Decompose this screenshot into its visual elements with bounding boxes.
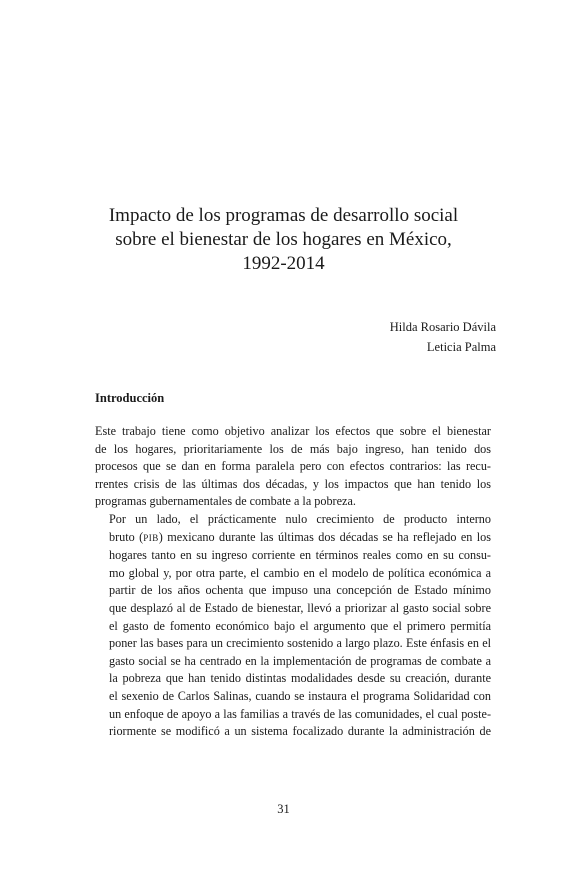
body-text: [95, 423, 491, 741]
text-line: programas gubernamentales de combate a la pobreza.: [95, 494, 356, 509]
text-line: Por un lado, el prácticamente nulo crecimiento de producto interno: [109, 511, 491, 526]
text-line: mo global y, por otra parte, el cambio en el modelo de política económica a: [109, 565, 491, 580]
section-heading: Introducción: [95, 391, 165, 405]
text-line: gasto social se ha centrado en la implementación de programas de combate a: [109, 653, 491, 668]
text-line: rrentes crisis de las últimas dos décadas, y los impactos que han tenido los: [95, 476, 491, 491]
paragraph-1: [95, 423, 491, 511]
text-line: partir de los años ochenta que impuso una concepción de Estado mínimo: [109, 583, 491, 598]
chapter-title: [60, 204, 507, 276]
chapter-title-line-1: Impacto de los programas de desarrollo social: [108, 205, 459, 226]
text-line: el gasto de fomento económico bajo el argumento que el primero permitía: [109, 618, 491, 633]
paragraph-2: [95, 511, 491, 741]
text-line: de los hogares, prioritariamente los de más bajo ingreso, han tenido dos: [95, 441, 491, 456]
text-line: poner las bases para un crecimiento sostenido a largo plazo. Este énfasis en el: [109, 636, 491, 651]
text-line: la pobreza que han tenido distintas modalidades desde su creación, durante: [109, 671, 491, 686]
chapter-title-line-2: sobre el bienestar de los hogares en México,: [115, 229, 452, 250]
author-name: Hilda Rosario Dávila: [389, 320, 496, 334]
text-line: el sexenio de Carlos Salinas, cuando se instaura el programa Solidaridad con: [109, 688, 491, 703]
authors-block: [390, 317, 496, 357]
text-line: que desplazó al de Estado de bienestar, llevó a priorizar al gasto social sobre: [109, 600, 491, 615]
text-line: un enfoque de apoyo a las familias a través de las comunidades, el cual poste-: [109, 706, 491, 721]
page-number: 31: [277, 802, 290, 816]
text-line: riormente se modificó a un sistema focalizado durante la administración de: [109, 724, 491, 739]
text-line: procesos que se dan en forma paralela pero con efectos contrarios: las recu-: [95, 459, 491, 474]
text-fragment: ) mexicano durante las últimas dos décadas se ha reflejado en los: [158, 529, 491, 544]
text-fragment: bruto (: [109, 529, 144, 544]
chapter-title-line-3: 1992-2014: [242, 253, 325, 274]
text-line: hogares tanto en su ingreso corriente en términos reales como en su consu-: [109, 548, 491, 563]
author-name: Leticia Palma: [426, 340, 496, 354]
text-line: Este trabajo tiene como objetivo analizar los efectos que sobre el bienestar: [95, 424, 491, 438]
text-line: [95, 529, 491, 548]
abbreviation-pib: PIB: [143, 532, 159, 543]
